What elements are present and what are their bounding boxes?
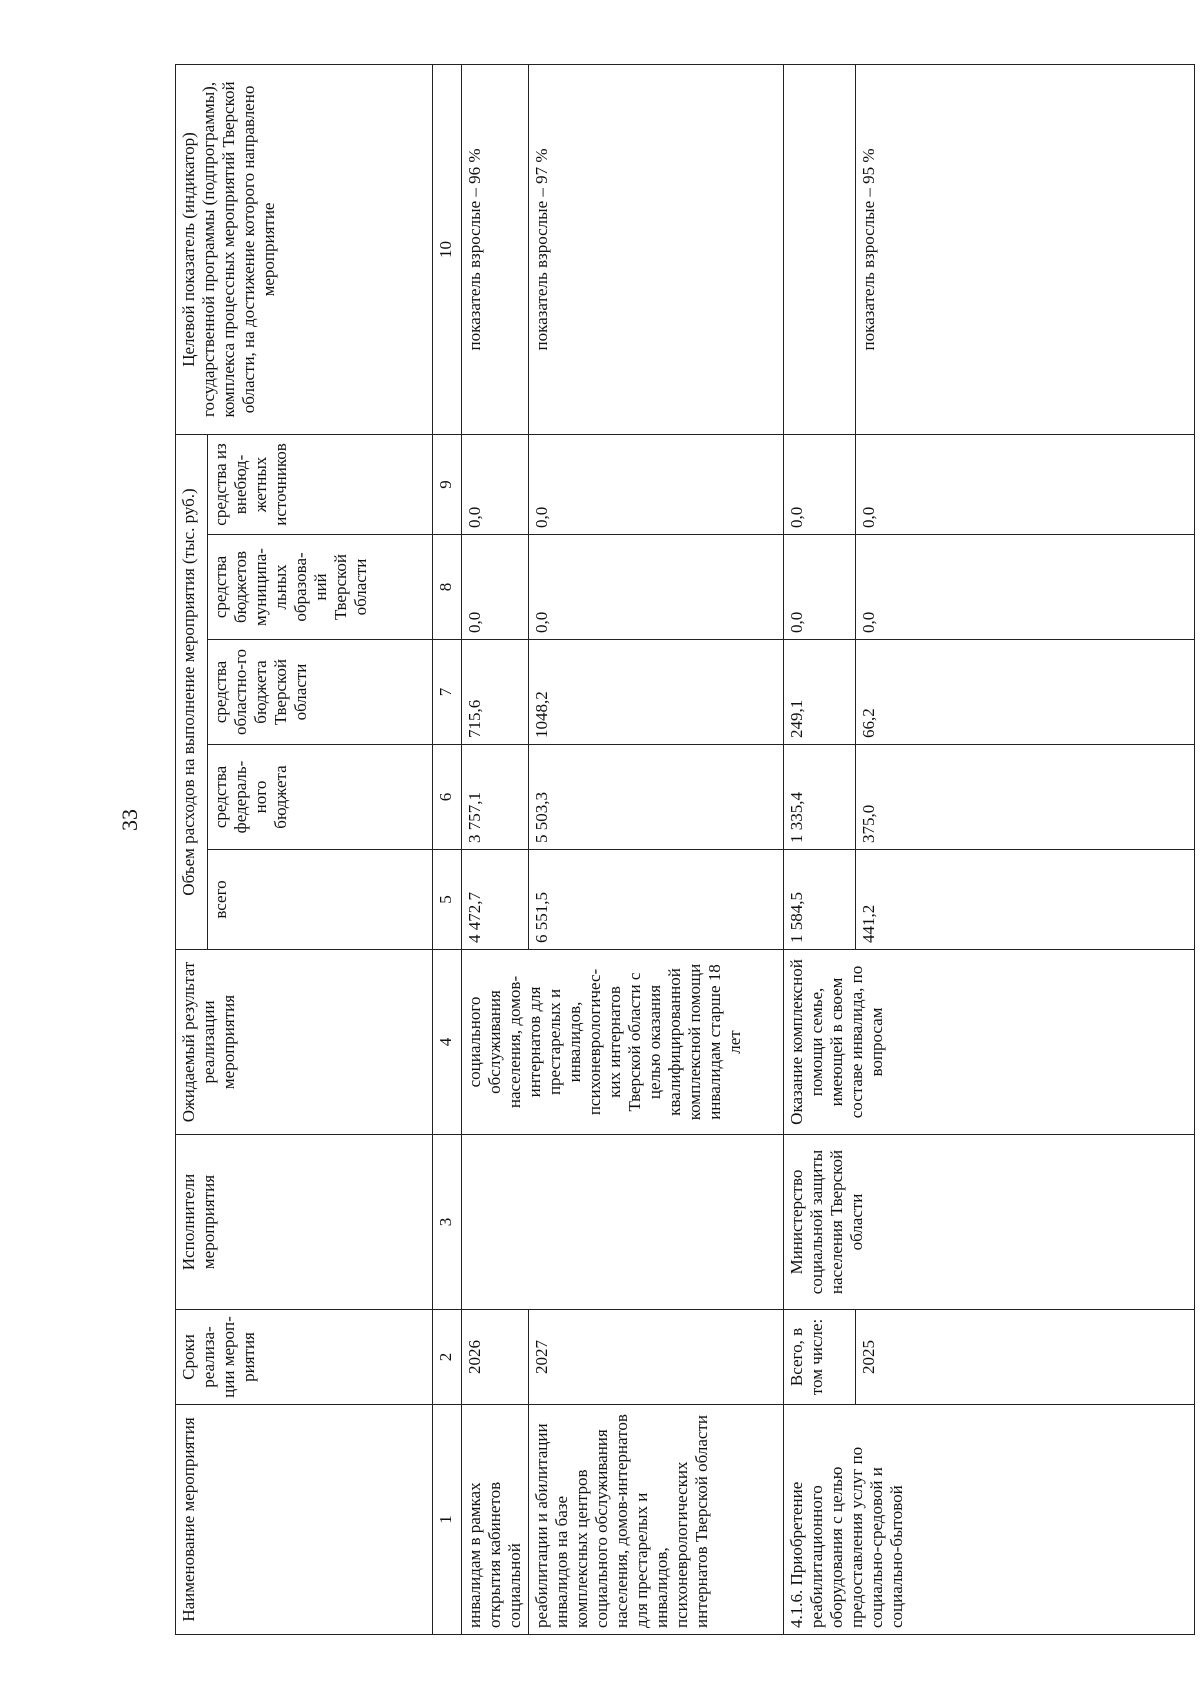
column-numbers-row [433,64,462,1634]
col-number: 6 [433,745,462,850]
page-number: 33 [117,809,142,831]
row-result: социального обслуживания населения, домов-интернатов для престарелых и инвалидов, психоневрологичес-ких интернатов Тверской области с целью оказания квалифицированной комплексной помощи инвалидам старше 18 лет [462,950,784,1135]
row-indicator: показатель взрослые – 96 % [462,64,529,434]
col-number: 8 [433,535,462,640]
header-row-1 [176,64,208,1634]
row-extra: 0,0 [856,434,1195,534]
row-total: 1 584,5 [784,850,856,950]
row-regional: 715,6 [462,640,529,745]
col-number: 7 [433,640,462,745]
row-regional: 249,1 [784,640,856,745]
row-municipal: 0,0 [529,535,784,640]
row-name: реабилитации и абилитации инвалидов на базе комплексных центров социального обслуживания населения, домов-интернатов для престарелых и инвалидов, психоневрологических интернатов Тверской области [529,1405,784,1635]
row-indicator [784,64,856,434]
row-year: Всего, в том числе: [784,1310,856,1405]
row-indicator: показатель взрослые – 95 % [856,64,1195,434]
row-federal: 3 757,1 [462,745,529,850]
table-row [529,64,784,1634]
row-executor: Министерство социальной защиты населения Тверской области [784,1135,1195,1310]
row-year: 2026 [462,1310,529,1405]
row-executor [462,1135,784,1310]
row-extra: 0,0 [529,434,784,534]
header-extra: средства из внебюд-жетных источников [208,434,433,534]
row-municipal: 0,0 [462,535,529,640]
header-result: Ожидаемый результат реализации мероприятия [176,950,433,1135]
header-period: Сроки реализа-ции мероп-риятия [176,1310,433,1405]
row-extra: 0,0 [462,434,529,534]
row-federal: 1 335,4 [784,745,856,850]
header-municipal: средства бюджетов муниципа-льных образова-ний Тверской области [208,535,433,640]
header-regional: средства областно-го бюджета Тверской области [208,640,433,745]
row-regional: 66,2 [856,640,1195,745]
header-federal: средства федераль-ного бюджета [208,745,433,850]
row-name: 4.1.6. Приобретение реабилитационного оборудования с целью предоставления услуг по социально-средовой и социально-бытовой [784,1405,1195,1635]
row-federal: 375,0 [856,745,1195,850]
col-number: 9 [433,434,462,534]
header-total: всего [208,850,433,950]
row-municipal: 0,0 [856,535,1195,640]
row-result: Оказание комплексной помощи семье, имеющей в своем составе инвалида, по вопросам [784,950,1195,1135]
row-indicator: показатель взрослые – 97 % [529,64,784,434]
row-municipal: 0,0 [784,535,856,640]
row-total: 6 551,5 [529,850,784,950]
col-number: 1 [433,1405,462,1635]
table-row [462,64,529,1634]
header-indicator: Целевой показатель (индикатор) государственной программы (подпрограммы), комплекса процессных мероприятий Тверской области, на достижение которого направлено мероприятие [176,64,433,434]
col-number: 2 [433,1310,462,1405]
col-number: 3 [433,1135,462,1310]
expenses-table [175,64,1195,1635]
col-number: 10 [433,64,462,434]
header-expenses-group: Объем расходов на выполнение мероприятия (тыс. руб.) [176,434,208,949]
row-total: 441,2 [856,850,1195,950]
row-federal: 5 503,3 [529,745,784,850]
row-extra: 0,0 [784,434,856,534]
row-regional: 1048,2 [529,640,784,745]
header-executors: Исполнители мероприятия [176,1135,433,1310]
row-total: 4 472,7 [462,850,529,950]
table-row [856,64,1195,1634]
table-row [784,64,856,1634]
header-name: Наименование мероприятия [176,1405,433,1635]
row-year: 2025 [856,1310,1195,1405]
row-year: 2027 [529,1310,784,1405]
col-number: 5 [433,850,462,950]
row-name: инвалидам в рамках открытия кабинетов социальной [462,1405,529,1635]
col-number: 4 [433,950,462,1135]
rotated-table-wrapper [175,65,1195,1635]
